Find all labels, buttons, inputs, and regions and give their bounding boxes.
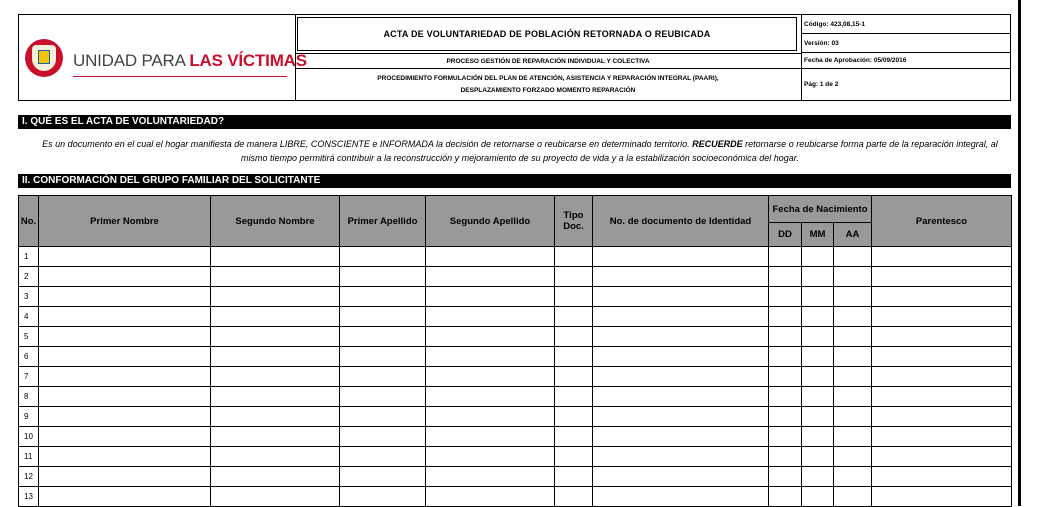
second-surname-cell[interactable]	[426, 367, 555, 387]
table-row	[19, 407, 1012, 427]
year-cell[interactable]	[834, 387, 872, 407]
first-surname-cell[interactable]	[340, 287, 426, 307]
second-name-cell[interactable]	[211, 407, 340, 427]
year-cell[interactable]	[834, 427, 872, 447]
header-first-surname: Primer Apellido	[340, 196, 426, 247]
table-row	[19, 447, 1012, 467]
doc-type-cell[interactable]	[555, 427, 593, 447]
header-doc-number: No. de documento de Identidad	[593, 196, 769, 247]
month-cell[interactable]	[802, 367, 834, 387]
relationship-cell[interactable]	[872, 427, 1012, 447]
header-doc-type: Tipo Doc.	[555, 196, 593, 247]
coat-of-arms-icon	[25, 39, 63, 77]
section-1-description: Es un documento en el cual el hogar manifiesta de manera LIBRE, CONSCIENTE e INFORMADA la decisión de retornarse o reubicarse en determinado territorio. RECUERDE retornarse o reubicarse forma parte de la reparación integral, al mismo tiempo permitirá contribuir a la reconstrucción y mejoramiento de su proyecto de vida y a la estabilización socioeconómica del hogar.	[42, 139, 998, 163]
doc-number-cell[interactable]	[593, 487, 769, 507]
year-cell[interactable]	[834, 247, 872, 267]
second-surname-cell[interactable]	[426, 247, 555, 267]
second-surname-cell[interactable]	[426, 307, 555, 327]
day-cell[interactable]	[769, 467, 802, 487]
relationship-cell[interactable]	[872, 467, 1012, 487]
month-cell[interactable]	[802, 427, 834, 447]
relationship-cell[interactable]	[872, 367, 1012, 387]
year-cell[interactable]	[834, 347, 872, 367]
row-number: 7	[19, 367, 39, 387]
first-name-cell[interactable]	[39, 347, 211, 367]
first-surname-cell[interactable]	[340, 447, 426, 467]
day-cell[interactable]	[769, 367, 802, 387]
row-number: 5	[19, 327, 39, 347]
document-version: Versión: 03	[801, 34, 1010, 53]
month-cell[interactable]	[802, 307, 834, 327]
header-month: MM	[802, 223, 834, 247]
day-cell[interactable]	[769, 407, 802, 427]
relationship-cell[interactable]	[872, 267, 1012, 287]
second-surname-cell[interactable]	[426, 447, 555, 467]
second-surname-cell[interactable]	[426, 427, 555, 447]
month-cell[interactable]	[802, 287, 834, 307]
doc-number-cell[interactable]	[593, 367, 769, 387]
second-surname-cell[interactable]	[426, 287, 555, 307]
doc-type-cell[interactable]	[555, 347, 593, 367]
header-birth-date: Fecha de Nacimiento	[769, 196, 872, 223]
first-surname-cell[interactable]	[340, 327, 426, 347]
first-surname-cell[interactable]	[340, 487, 426, 507]
doc-number-cell[interactable]	[593, 427, 769, 447]
second-name-cell[interactable]	[211, 307, 340, 327]
relationship-cell[interactable]	[872, 347, 1012, 367]
year-cell[interactable]	[834, 447, 872, 467]
doc-number-cell[interactable]	[593, 467, 769, 487]
document-code: Código: 423,08,15-1	[801, 15, 1010, 34]
day-cell[interactable]	[769, 447, 802, 467]
header-year: AA	[834, 223, 872, 247]
doc-type-cell[interactable]	[555, 407, 593, 427]
day-cell[interactable]	[769, 427, 802, 447]
document-title: ACTA DE VOLUNTARIEDAD DE POBLACIÓN RETORNADA O REUBICADA	[297, 17, 797, 51]
month-cell[interactable]	[802, 467, 834, 487]
month-cell[interactable]	[802, 347, 834, 367]
first-surname-cell[interactable]	[340, 427, 426, 447]
second-name-cell[interactable]	[211, 267, 340, 287]
doc-type-cell[interactable]	[555, 247, 593, 267]
row-number: 10	[19, 427, 39, 447]
first-name-cell[interactable]	[39, 267, 211, 287]
row-number: 9	[19, 407, 39, 427]
second-name-cell[interactable]	[211, 367, 340, 387]
table-row	[19, 247, 1012, 267]
relationship-cell[interactable]	[872, 247, 1012, 267]
relationship-cell[interactable]	[872, 327, 1012, 347]
doc-number-cell[interactable]	[593, 347, 769, 367]
row-number: 2	[19, 267, 39, 287]
second-name-cell[interactable]	[211, 387, 340, 407]
second-name-cell[interactable]	[211, 487, 340, 507]
doc-number-cell[interactable]	[593, 407, 769, 427]
doc-type-cell[interactable]	[555, 267, 593, 287]
month-cell[interactable]	[802, 387, 834, 407]
doc-type-cell[interactable]	[555, 447, 593, 467]
relationship-cell[interactable]	[872, 387, 1012, 407]
page-border-right	[1018, 0, 1021, 506]
document-header	[18, 14, 1011, 101]
day-cell[interactable]	[769, 487, 802, 507]
first-surname-cell[interactable]	[340, 347, 426, 367]
second-surname-cell[interactable]	[426, 387, 555, 407]
header-day: DD	[769, 223, 802, 247]
second-surname-cell[interactable]	[426, 327, 555, 347]
table-row	[19, 347, 1012, 367]
month-cell[interactable]	[802, 407, 834, 427]
first-name-cell[interactable]	[39, 307, 211, 327]
year-cell[interactable]	[834, 367, 872, 387]
day-cell[interactable]	[769, 287, 802, 307]
table-row	[19, 467, 1012, 487]
relationship-cell[interactable]	[872, 407, 1012, 427]
table-row	[19, 307, 1012, 327]
second-name-cell[interactable]	[211, 347, 340, 367]
doc-number-cell[interactable]	[593, 387, 769, 407]
table-row	[19, 427, 1012, 447]
doc-number-cell[interactable]	[593, 287, 769, 307]
first-name-cell[interactable]	[39, 247, 211, 267]
day-cell[interactable]	[769, 307, 802, 327]
header-second-name: Segundo Nombre	[211, 196, 340, 247]
section-1-title: I. QUÉ ES EL ACTA DE VOLUNTARIEDAD?	[18, 115, 1011, 129]
first-name-cell[interactable]	[39, 447, 211, 467]
section-2-title: II. CONFORMACIÓN DEL GRUPO FAMILIAR DEL SOLICITANTE	[18, 174, 1011, 188]
table-row	[19, 387, 1012, 407]
table-row	[19, 327, 1012, 347]
first-name-cell[interactable]	[39, 387, 211, 407]
day-cell[interactable]	[769, 267, 802, 287]
day-cell[interactable]	[769, 387, 802, 407]
table-row	[19, 367, 1012, 387]
first-surname-cell[interactable]	[340, 407, 426, 427]
first-name-cell[interactable]	[39, 467, 211, 487]
logo-area	[19, 15, 307, 100]
row-number: 3	[19, 287, 39, 307]
row-number: 6	[19, 347, 39, 367]
second-name-cell[interactable]	[211, 327, 340, 347]
year-cell[interactable]	[834, 407, 872, 427]
first-name-cell[interactable]	[39, 327, 211, 347]
row-number: 1	[19, 247, 39, 267]
logo-underline	[73, 76, 287, 77]
row-number: 13	[19, 487, 39, 507]
first-surname-cell[interactable]	[340, 367, 426, 387]
doc-number-cell[interactable]	[593, 447, 769, 467]
family-members-table	[18, 195, 1012, 507]
first-surname-cell[interactable]	[340, 467, 426, 487]
process-name: PROCESO GESTIÓN DE REPARACIÓN INDIVIDUAL Y COLECTIVA	[295, 53, 801, 69]
first-name-cell[interactable]	[39, 487, 211, 507]
month-cell[interactable]	[802, 447, 834, 467]
month-cell[interactable]	[802, 327, 834, 347]
second-name-cell[interactable]	[211, 447, 340, 467]
doc-type-cell[interactable]	[555, 327, 593, 347]
relationship-cell[interactable]	[872, 287, 1012, 307]
first-surname-cell[interactable]	[340, 387, 426, 407]
second-surname-cell[interactable]	[426, 467, 555, 487]
row-number: 8	[19, 387, 39, 407]
second-name-cell[interactable]	[211, 427, 340, 447]
second-name-cell[interactable]	[211, 287, 340, 307]
first-name-cell[interactable]	[39, 367, 211, 387]
relationship-cell[interactable]	[872, 447, 1012, 467]
header-relationship: Parentesco	[872, 196, 1012, 247]
approval-date: Fecha de Aprobación: 05/09/2016	[801, 53, 1010, 69]
day-cell[interactable]	[769, 327, 802, 347]
year-cell[interactable]	[834, 487, 872, 507]
table-row	[19, 267, 1012, 287]
row-number: 11	[19, 447, 39, 467]
page-number: Pág: 1 de 2	[804, 81, 839, 88]
doc-type-cell[interactable]	[555, 467, 593, 487]
second-surname-cell[interactable]	[426, 487, 555, 507]
header-second-surname: Segundo Apellido	[426, 196, 555, 247]
month-cell[interactable]	[802, 267, 834, 287]
year-cell[interactable]	[834, 287, 872, 307]
relationship-cell[interactable]	[872, 307, 1012, 327]
doc-number-cell[interactable]	[593, 327, 769, 347]
header-metadata	[801, 15, 1010, 100]
second-name-cell[interactable]	[211, 467, 340, 487]
first-name-cell[interactable]	[39, 407, 211, 427]
header-first-name: Primer Nombre	[39, 196, 211, 247]
first-surname-cell[interactable]	[340, 247, 426, 267]
doc-number-cell[interactable]	[593, 307, 769, 327]
doc-type-cell[interactable]	[555, 287, 593, 307]
second-name-cell[interactable]	[211, 247, 340, 267]
procedure-name: PROCEDIMIENTO FORMULACIÓN DEL PLAN DE ATENCIÓN, ASISTENCIA Y REPARACIÓN INTEGRAL (PAARI), DESPLAZAMIENTO FORZADO MOMENTO REPARACIÓN	[377, 74, 719, 94]
organization-logo: UNIDAD PARA LAS VÍCTIMAS	[73, 51, 307, 70]
second-surname-cell[interactable]	[426, 267, 555, 287]
first-surname-cell[interactable]	[340, 267, 426, 287]
first-surname-cell[interactable]	[340, 307, 426, 327]
year-cell[interactable]	[834, 307, 872, 327]
relationship-cell[interactable]	[872, 487, 1012, 507]
first-name-cell[interactable]	[39, 427, 211, 447]
table-row	[19, 287, 1012, 307]
doc-number-cell[interactable]	[593, 267, 769, 287]
doc-type-cell[interactable]	[555, 367, 593, 387]
table-row	[19, 487, 1012, 507]
year-cell[interactable]	[834, 267, 872, 287]
second-surname-cell[interactable]	[426, 407, 555, 427]
row-number: 12	[19, 467, 39, 487]
month-cell[interactable]	[802, 487, 834, 507]
header-no: No.	[19, 196, 39, 247]
row-number: 4	[19, 307, 39, 327]
first-name-cell[interactable]	[39, 287, 211, 307]
day-cell[interactable]	[769, 247, 802, 267]
header-center	[295, 15, 802, 100]
doc-number-cell[interactable]	[593, 247, 769, 267]
second-surname-cell[interactable]	[426, 347, 555, 367]
month-cell[interactable]	[802, 247, 834, 267]
doc-type-cell[interactable]	[555, 307, 593, 327]
doc-type-cell[interactable]	[555, 387, 593, 407]
year-cell[interactable]	[834, 467, 872, 487]
day-cell[interactable]	[769, 347, 802, 367]
doc-type-cell[interactable]	[555, 487, 593, 507]
year-cell[interactable]	[834, 327, 872, 347]
